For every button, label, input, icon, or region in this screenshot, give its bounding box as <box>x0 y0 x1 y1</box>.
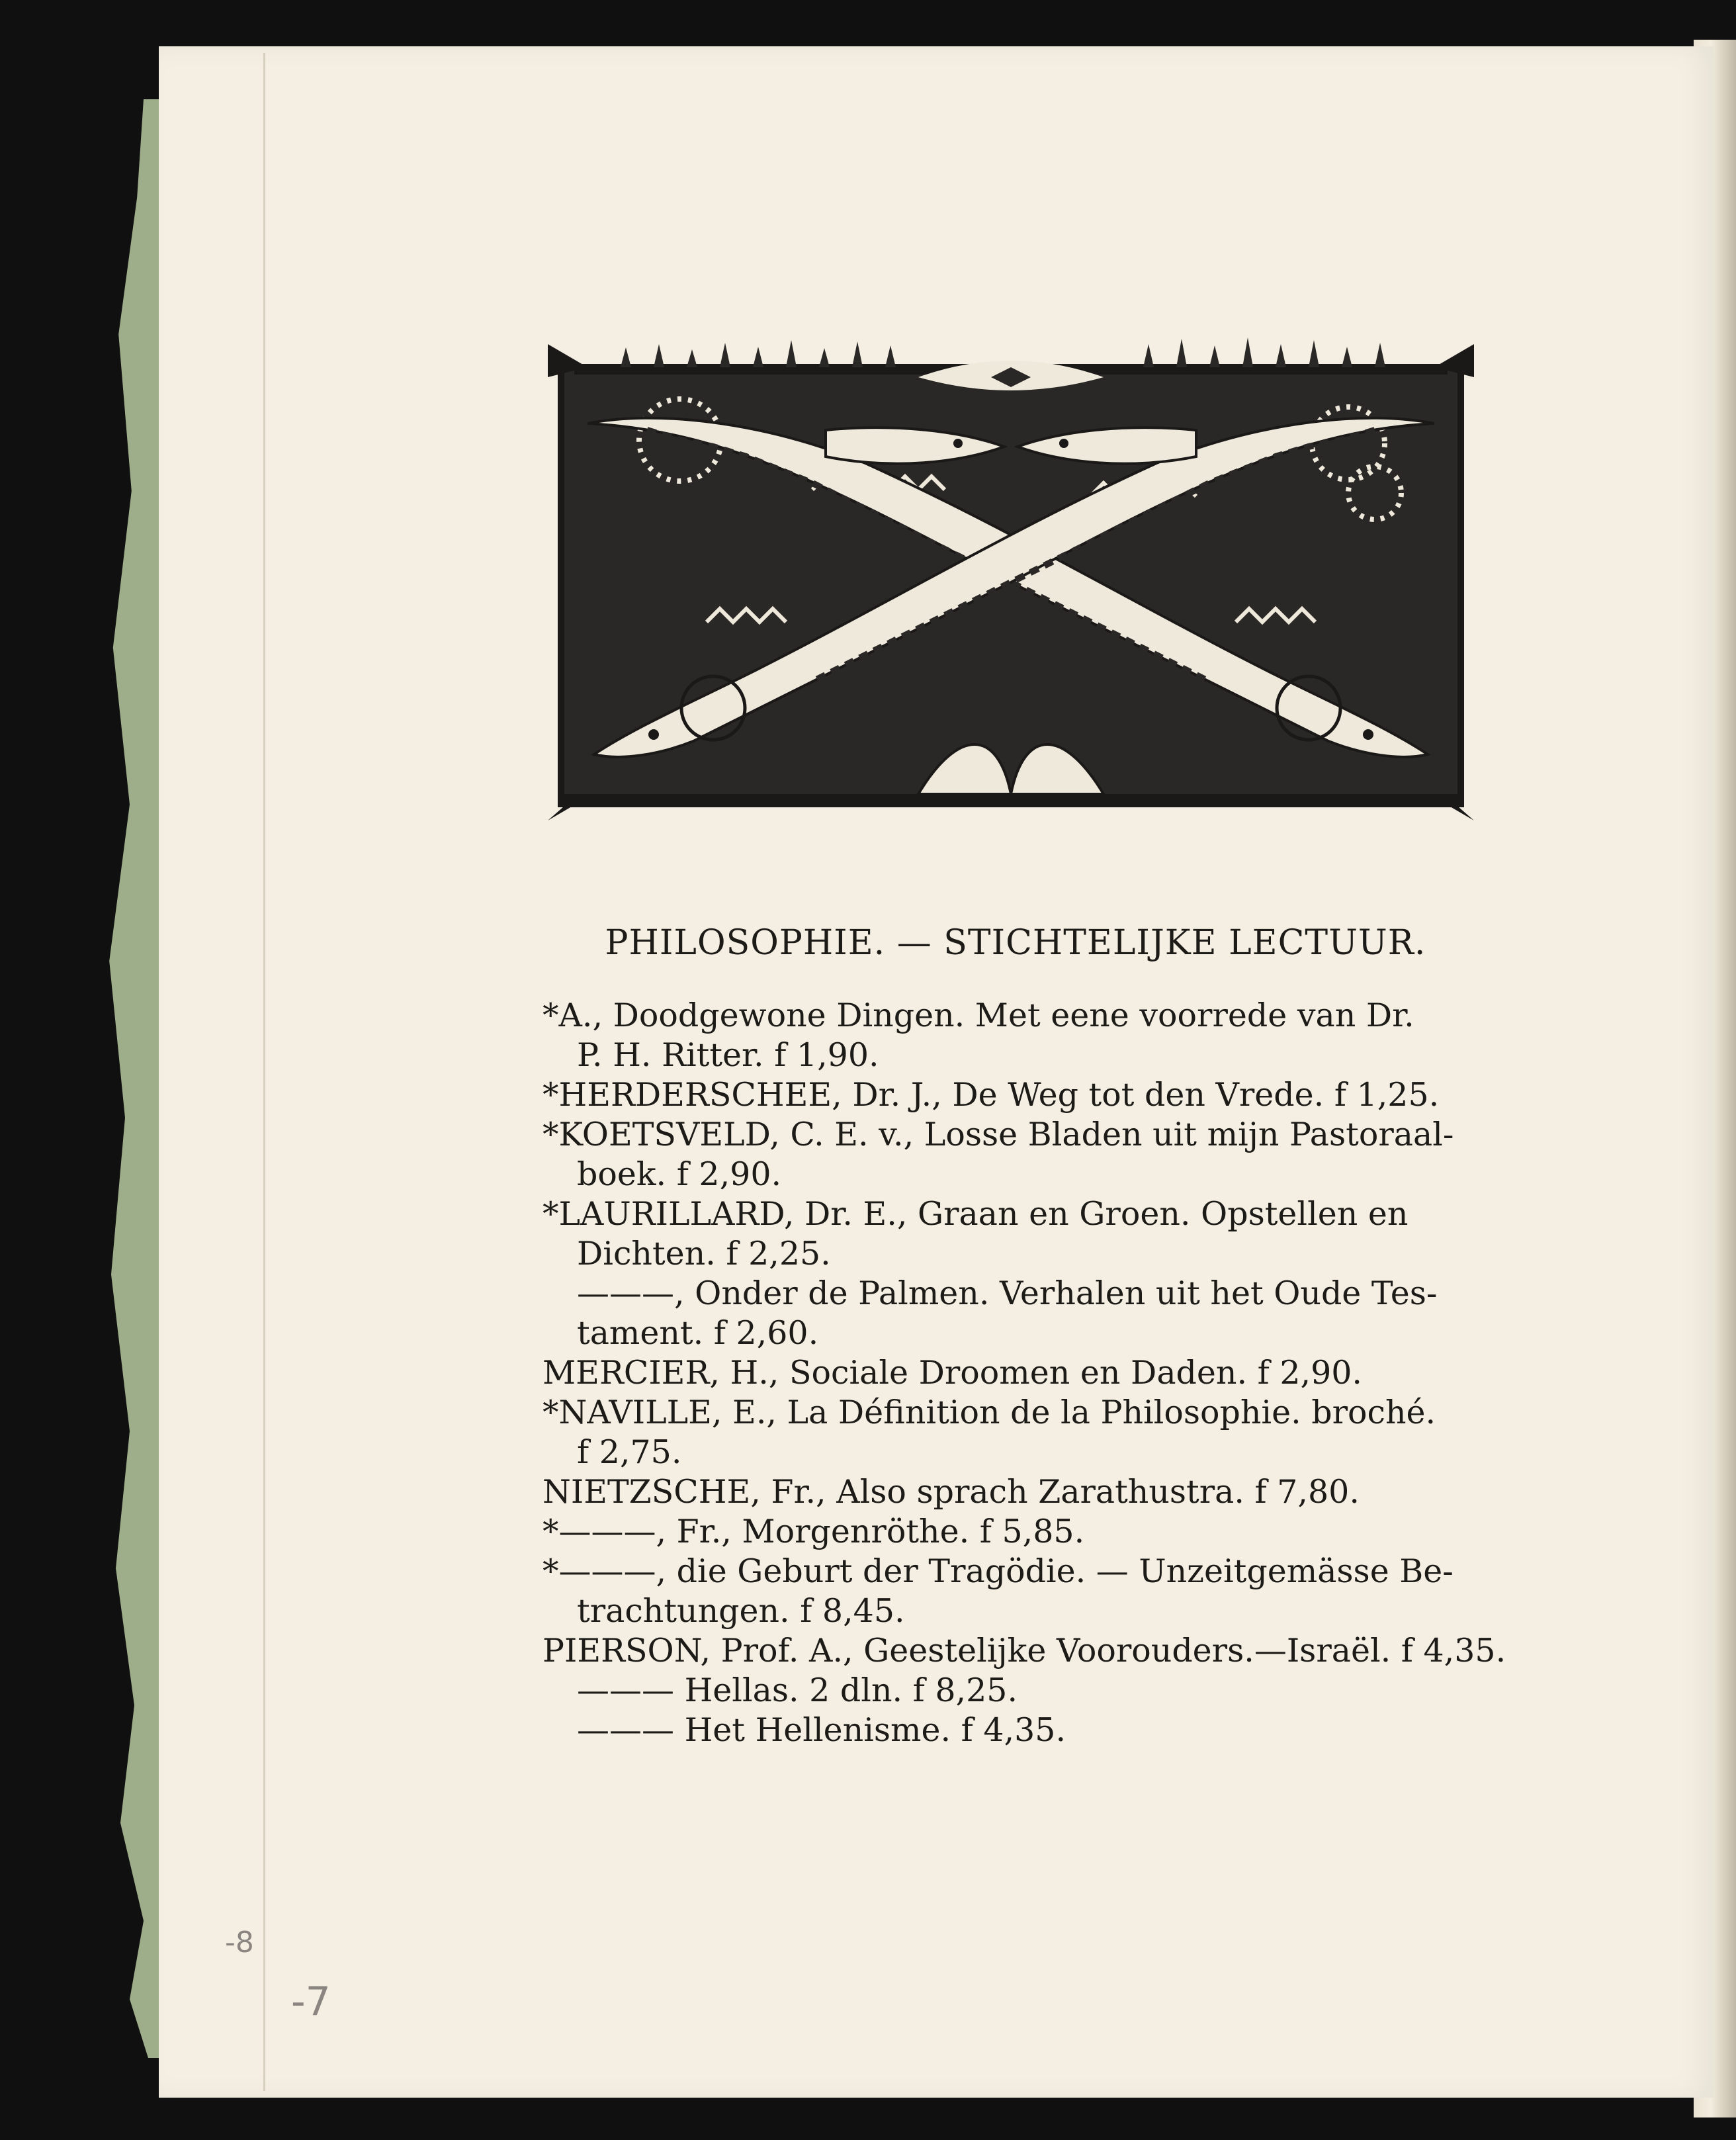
catalog-section <box>542 923 1506 1750</box>
entry-line: *LAURILLARD, Dr. E., Graan en Groen. Opstellen en <box>542 1195 1409 1233</box>
entry-continuation: trachtungen. f 8,45. <box>577 1592 905 1630</box>
catalog-entry <box>542 1671 1489 1711</box>
entry-line: *———, die Geburt der Tragödie. — Unzeitgemässe Be- <box>542 1552 1454 1590</box>
entry-line: *HERDERSCHEE, Dr. J., De Weg tot den Vrede. f 1,25. <box>542 1076 1440 1114</box>
catalog-entry <box>542 996 1489 1075</box>
entry-line: NIETZSCHE, Fr., Also sprach Zarathustra. f 7,80. <box>542 1473 1360 1511</box>
entry-line: *———, Fr., Morgenröthe. f 5,85. <box>542 1513 1085 1550</box>
entry-continuation: f 2,75. <box>577 1433 682 1471</box>
entry-line: ———, Onder de Palmen. Verhalen uit het Oude Tes- <box>577 1274 1438 1312</box>
entry-line: *NAVILLE, E., La Définition de la Philosophie. broché. <box>542 1394 1436 1431</box>
catalog-entry <box>542 1552 1489 1631</box>
entry-list <box>542 996 1506 1750</box>
entry-line: PIERSON, Prof. A., Geestelijke Voorouders.—Israël. f 4,35. <box>542 1632 1506 1670</box>
section-heading: PHILOSOPHIE. — STICHTELIJKE LECTUUR. <box>605 923 1426 963</box>
pencil-mark: -7 <box>291 1979 331 2025</box>
sturgeon-vignette-icon <box>548 331 1474 824</box>
entry-continuation: P. H. Ritter. f 1,90. <box>577 1036 879 1074</box>
catalog-entry <box>542 1115 1489 1194</box>
entry-continuation: Dichten. f 2,25. <box>577 1235 831 1272</box>
catalog-entry <box>542 1472 1489 1512</box>
catalog-entry <box>542 1353 1489 1393</box>
entry-line: ——— Het Hellenisme. f 4,35. <box>577 1711 1066 1749</box>
catalog-entry <box>542 1274 1489 1353</box>
catalog-entry <box>542 1393 1489 1472</box>
entry-continuation: boek. f 2,90. <box>577 1155 782 1193</box>
entry-continuation: tament. f 2,60. <box>577 1314 819 1352</box>
page-fold-line <box>263 53 265 2091</box>
catalog-entry <box>542 1512 1489 1552</box>
catalog-entry <box>542 1711 1489 1750</box>
entry-line: *A., Doodgewone Dingen. Met eene voorrede van Dr. <box>542 997 1414 1034</box>
entry-line: MERCIER, H., Sociale Droomen en Daden. f 2,90. <box>542 1354 1362 1392</box>
entry-line: *KOETSVELD, C. E. v., Losse Bladen uit mijn Pastoraal- <box>542 1116 1454 1153</box>
pencil-mark: -8 <box>225 1926 254 1959</box>
catalog-entry <box>542 1631 1506 1671</box>
catalog-entry <box>542 1075 1489 1115</box>
entry-line: ——— Hellas. 2 dln. f 8,25. <box>577 1672 1018 1709</box>
catalog-entry <box>542 1194 1489 1274</box>
